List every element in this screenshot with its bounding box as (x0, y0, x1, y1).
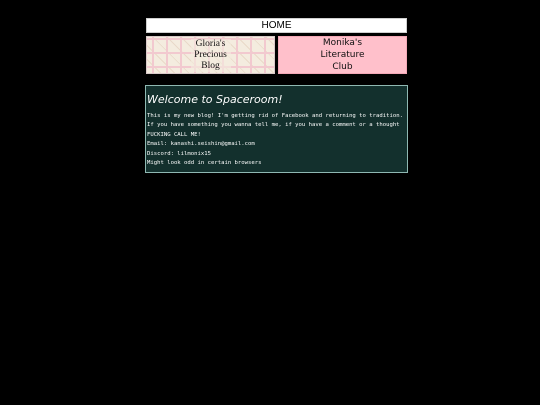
home-nav-link[interactable] (146, 18, 407, 33)
email-text: Email: kanashi.seishin@gmail.com (147, 141, 255, 148)
discord-text: Discord: lilmonix15 (147, 150, 211, 157)
browser-note-text: Might look odd in certain browsers (147, 160, 262, 167)
welcome-panel (145, 85, 408, 173)
monika-label-line2: Literature (320, 50, 365, 60)
gloria-label-line2: Precious (194, 49, 227, 60)
monika-club-label (313, 37, 373, 73)
gloria-label-line1: Gloria's (195, 38, 226, 49)
home-label: HOME (261, 20, 292, 31)
gloria-label-line3: Blog (201, 60, 220, 71)
monika-club-link[interactable] (278, 36, 407, 74)
monika-label-line3: Club (332, 62, 353, 72)
welcome-body (147, 112, 406, 168)
gloria-blog-label (191, 39, 231, 72)
welcome-title: Welcome to Spaceroom! (147, 93, 283, 106)
gloria-blog-link[interactable] (146, 36, 275, 74)
monika-label-line1: Monika's (322, 38, 363, 48)
intro-text: This is my new blog! I'm getting rid of Facebook and returning to tradition. If you have something you wanna tell me, if you have a comment or a thought FUCKING CALL ME! (147, 113, 403, 138)
